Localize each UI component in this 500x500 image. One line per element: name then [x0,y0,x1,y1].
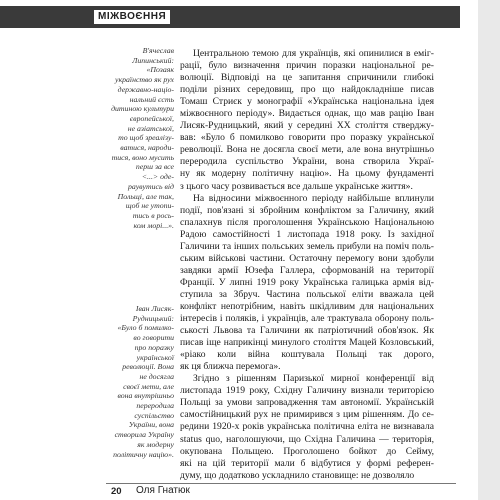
body-line: Франції. У липні 1919 року Українська галицька армія від- [180,276,434,288]
sidebar-quote-line: не азіатської, [127,123,174,133]
sidebar-quote-line: раувутись від [128,181,174,191]
sidebar-quote-line: тися, воно мусить [111,152,174,162]
body-line: Томаш Стриєк у монографії «Українська національна ідея [180,96,434,108]
body-line: status quo, наголошуючи, що Східна Галичина — територія, [180,433,434,445]
sidebar-quote-line: дитиною культури [111,104,174,114]
body-line: Центральною темою для українців, які опинилися в еміг- [193,48,434,59]
body-line: думу, що додатково ускладнило становище: не дозволяло [180,469,415,481]
body-line: Галичини та інших польських земель прибули на поміч поль- [180,240,434,252]
body-line: ступила за Збруч. Частина польської еліти вважала цей [180,288,434,300]
footer-rule [106,483,456,484]
sidebar-quote-lipynskyi [94,46,174,230]
body-line: рації, було визначення причин поразки національної ре- [180,60,434,72]
sidebar-quote-line: України, вона [128,420,174,430]
sidebar-quote-line: <...> оде- [141,172,174,182]
body-line: самостійницький рух не примирився з цим рішенням. До се- [180,409,434,421]
body-line: революції. Вона не досягла своєї мети, але вона внутрішньо [180,144,434,156]
sidebar-quote-line: Польщі, але так, [117,191,174,201]
sidebar-quote-line: європейської, [129,113,174,123]
body-line: «ріако коли війна коштувала Польщі так дорого, [180,349,434,361]
sidebar-quote-line: створила Україну [114,430,174,440]
body-line: спалахнув після проголошення Українською Національною [180,216,434,228]
body-line: Лисяк-Рудницький, який у середині XX століття стверджу- [180,120,434,132]
sidebar-quote-line: ком морі...». [133,220,174,230]
body-line: ським військові частини. Остаточну перемогу вони здобули [180,252,434,264]
body-line: листопада 1919 року, Східну Галичину визнали територією [180,385,434,397]
body-line: інтересів і поляків, і українців, але трактувала оборону поль- [180,313,434,325]
sidebar-quote-line: нальний єсть [129,94,174,104]
sidebar-quote-line: то щоб зреалізу- [118,133,174,143]
sidebar-quote-line: української [136,352,174,362]
page-number: 20 [111,486,122,497]
sidebar-quote-line: про поразку [134,342,174,352]
sidebar-quote-line: своєї мети, але [123,381,174,391]
body-paragraph [180,373,434,481]
body-paragraph [180,193,434,374]
sidebar-quote-line: переродила [136,401,174,411]
sidebar-quote-line: державно-націо- [117,84,174,94]
sidebar-quote-line: суспільство [134,410,174,420]
sidebar-quote-lysiak-rudnytskyi [94,304,174,459]
body-line: редини 1920-х років українська політична еліта не визнавала [180,421,434,433]
body-line: окупована Польщею. Проголошено бойкот до Сейму, [180,445,434,457]
body-line: Згідно з рішенням Паризької мирної конференції від [193,373,434,385]
body-line: конфлікт непотрібним, навіть шкідливим для національних [180,300,434,312]
body-paragraph [180,48,434,193]
sidebar-quote-line: як модерну [137,439,174,449]
header-bar [0,6,460,28]
body-line: ну як модерну політичну націю». На цьому фундаменті [180,168,434,180]
sidebar-quote-line: не досягла [139,371,174,381]
sidebar-quote-line: щоб не утопи- [125,201,174,211]
sidebar-quote-line: Рудницький: [132,313,174,323]
running-author: Оля Гнатюк [136,485,190,496]
sidebar-quote-line: українство як рух [115,75,174,85]
body-line: як ця ближча перемога». [180,361,281,373]
sidebar-quote-line: ватися, нарoди- [120,143,174,153]
body-line: писав іще наприкінці минулого століття Мацей Козловський, [180,337,434,349]
body-line: Польщі за умови запровадження там автономії. Українській [180,397,434,409]
body-line: переродила суспільство України, вона створила Украї- [180,156,434,168]
main-text-column [180,48,434,482]
sidebar-quote-line: «Було б помилко- [117,323,174,333]
sidebar-quote-line: Іван Лисяк- [135,304,174,313]
sidebar-quote-line: во говорити [133,333,174,343]
body-line: з цього часу розвивається все дальше українське життя». [180,180,413,192]
sidebar-quote-line: «Позаяк [146,65,174,75]
body-line: ськості Львова та Галичини як патріотичний обов'язок. Як [180,325,434,337]
body-line: Радою самостійності 1 листопада 1918 року. Із західної [180,228,434,240]
sidebar-quote-line: вона внутрішньо [117,391,174,401]
body-line: волюції. Відповіді на це запитання спричинили глибокі [180,72,434,84]
sidebar-quote-line: тись в рось- [132,210,174,220]
body-line: завдяки армії Юзефа Галлера, сформованій на території [180,264,434,276]
sidebar-quote-line: політичну націю». [113,449,174,459]
body-line: які на цій території мали б відбутися у формі референ- [180,457,434,469]
body-line: події, пов'язані зі збройним конфліктом за Галичину, який [180,204,434,216]
body-line: поділи різних середовищ, про що найдокладніше писав [180,84,434,96]
body-line: вав: «Було б помилково говорити про поразку української [180,132,434,144]
body-line: міжвоєнного періоду». Видається однак, що мав рацію Іван [180,108,434,120]
right-margin-shade [478,0,500,500]
running-header-title: МІЖВОЄННЯ [94,10,170,24]
sidebar-quote-line: Липинський: [132,55,174,65]
sidebar-quote-line: В'ячеслав [142,46,174,55]
sidebar-quote-line: перш за все [135,162,174,172]
sidebar-quote-line: революції. Вона [122,362,174,372]
body-line: На відносини міжвоєнного періоду найбільше вплинули [193,192,434,204]
